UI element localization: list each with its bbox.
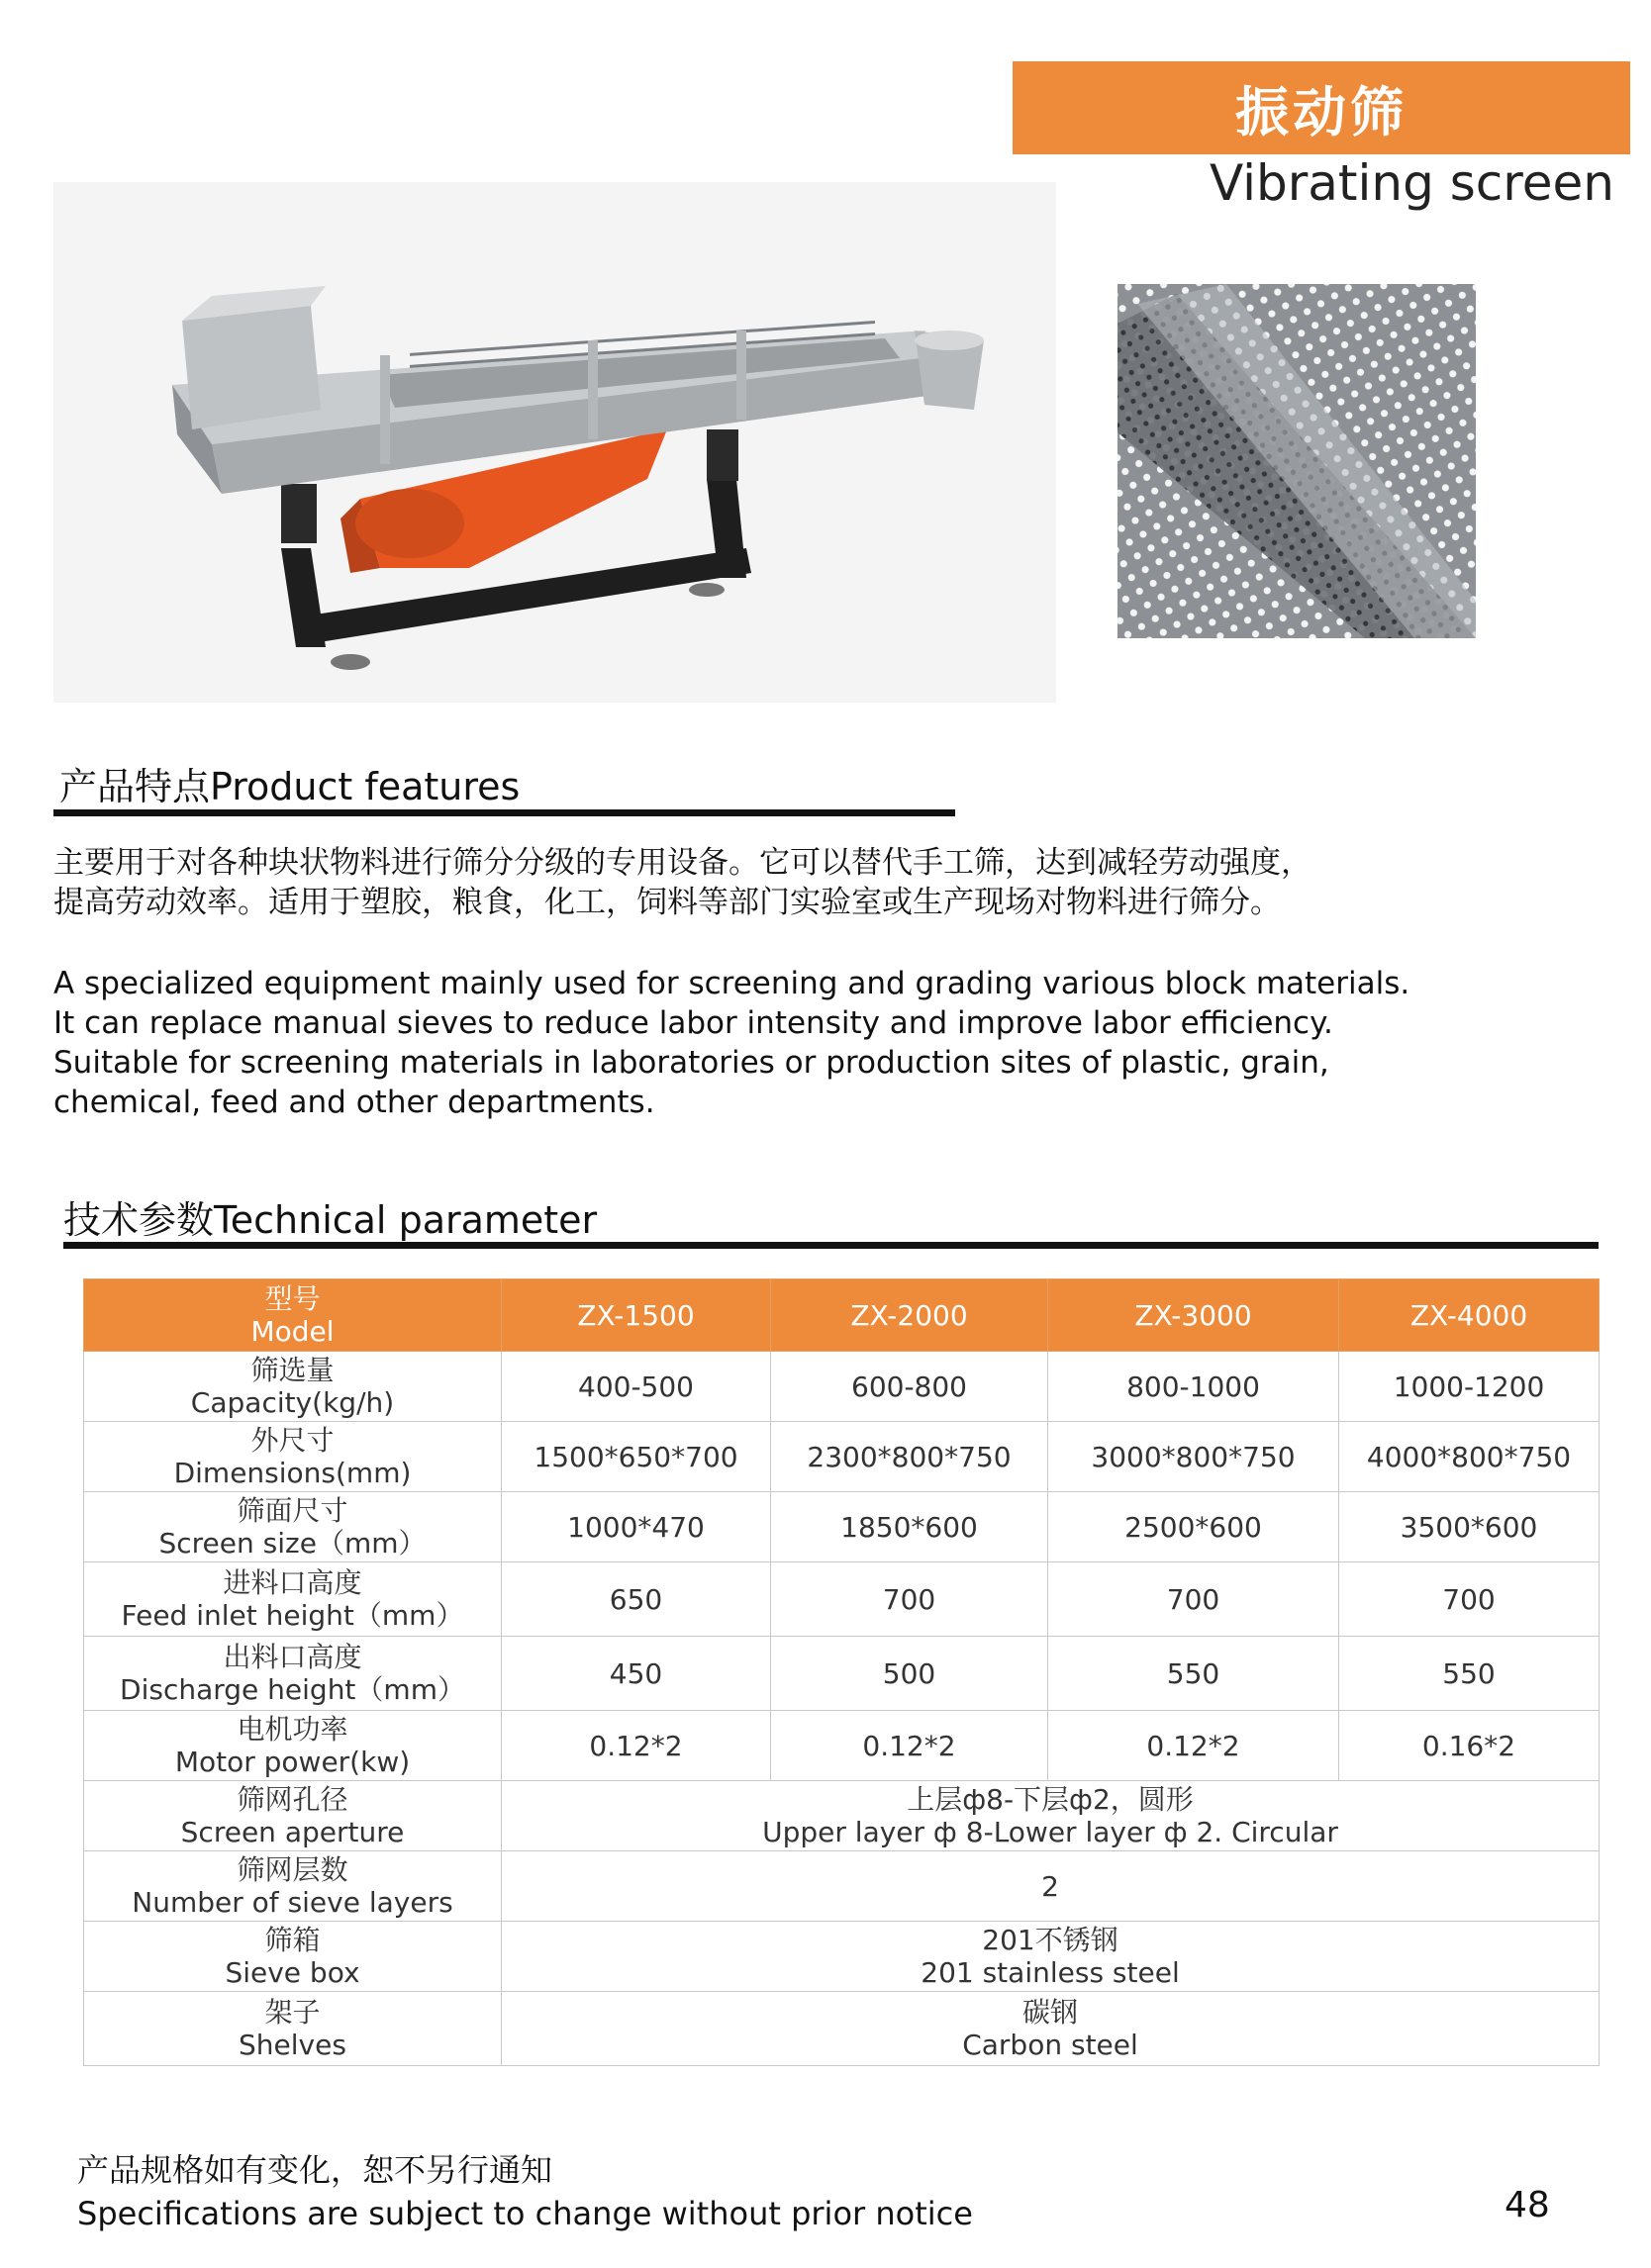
merged-value-cell: [502, 1922, 1600, 1992]
label-zh: 筛面尺寸: [237, 1494, 348, 1527]
label-zh: 筛网层数: [237, 1853, 348, 1886]
merged-value-cell: [502, 1851, 1600, 1922]
value-zh: 上层ф8-下层ф2，圆形: [907, 1783, 1194, 1816]
table-row: [84, 1711, 1600, 1781]
label-en: Dimensions(mm): [173, 1457, 412, 1489]
value-cell: 3000*800*750: [1048, 1422, 1339, 1492]
value-cell: 700: [1339, 1562, 1600, 1637]
spec-table: [83, 1278, 1600, 2066]
features-rule: [53, 809, 955, 816]
value-cell: 0.16*2: [1339, 1711, 1600, 1781]
label-zh: 外尺寸: [250, 1424, 335, 1457]
label-en: Model: [250, 1315, 335, 1348]
row-label: [84, 1922, 502, 1992]
value-cell: 1000-1200: [1339, 1352, 1600, 1422]
label-zh: 进料口高度: [223, 1566, 362, 1599]
spec-header-row: [84, 1279, 1600, 1352]
row-label: [84, 1637, 502, 1711]
header-model-label: [84, 1279, 502, 1352]
label-en: Capacity(kg/h): [190, 1386, 395, 1419]
vibrating-screen-illustration: [53, 182, 1056, 703]
value-zh: 碳钢: [1021, 1996, 1078, 2029]
value-cell: 2500*600: [1048, 1492, 1339, 1562]
footer-notice-zh: 产品规格如有变化，恕不另行通知: [77, 2151, 553, 2189]
features-en-line: A specialized equipment mainly used for screening and grading various block materials.: [53, 966, 1410, 1001]
features-en-line: It can replace manual sieves to reduce labor intensity and improve labor efficiency.: [53, 1005, 1333, 1041]
features-heading: 产品特点Product features: [59, 765, 521, 808]
value-zh: 201不锈钢: [982, 1924, 1118, 1956]
table-row: [84, 1637, 1600, 1711]
row-label: [84, 1422, 502, 1492]
value-cell: 2300*800*750: [771, 1422, 1048, 1492]
value-cell: 550: [1048, 1637, 1339, 1711]
table-row: [84, 1562, 1600, 1637]
value-cell: 1500*650*700: [502, 1422, 771, 1492]
row-label: [84, 1562, 502, 1637]
label-en: Motor power(kw): [174, 1746, 411, 1778]
table-row: [84, 1922, 1600, 1992]
value-cell: 0.12*2: [771, 1711, 1048, 1781]
table-row: [84, 1992, 1600, 2066]
value-cell: 0.12*2: [1048, 1711, 1339, 1781]
value-cell: 3500*600: [1339, 1492, 1600, 1562]
features-en-line: chemical, feed and other departments.: [53, 1085, 655, 1120]
value-cell: 600-800: [771, 1352, 1048, 1422]
value-cell: 500: [771, 1637, 1048, 1711]
row-label: [84, 1711, 502, 1781]
value-cell: 700: [771, 1562, 1048, 1637]
value-cell: 1000*470: [502, 1492, 771, 1562]
row-label: [84, 1851, 502, 1922]
title-banner: [1013, 61, 1630, 154]
row-label: [84, 1352, 502, 1422]
label-en: Feed inlet height（mm）: [121, 1599, 464, 1632]
value-cell: 700: [1048, 1562, 1339, 1637]
page-number: 48: [1505, 2185, 1550, 2225]
label-en: Sieve box: [225, 1956, 360, 1989]
label-zh: 筛网孔径: [237, 1783, 348, 1816]
label-en: Discharge height（mm）: [120, 1673, 465, 1706]
value-en: Carbon steel: [962, 2029, 1138, 2061]
label-en: Number of sieve layers: [132, 1886, 453, 1919]
label-zh: 筛选量: [250, 1354, 335, 1386]
label-en: Shelves: [239, 2029, 346, 2061]
value-cell: 0.12*2: [502, 1711, 771, 1781]
label-zh: 筛箱: [264, 1924, 321, 1956]
label-zh: 架子: [264, 1996, 321, 2029]
value-en: 2: [1041, 1869, 1059, 1903]
mesh-detail-photo: [1117, 284, 1476, 638]
value-cell: 800-1000: [1048, 1352, 1339, 1422]
features-zh: [53, 843, 1439, 922]
model-cell: ZX-1500: [502, 1279, 771, 1352]
row-label: [84, 1992, 502, 2066]
technical-heading: 技术参数Technical parameter: [63, 1198, 598, 1242]
merged-value-cell: [502, 1992, 1600, 2066]
label-zh: 电机功率: [237, 1713, 348, 1746]
table-row: [84, 1352, 1600, 1422]
product-photo: [53, 182, 1056, 703]
value-cell: 550: [1339, 1637, 1600, 1711]
features-en: [53, 964, 1439, 1122]
merged-value-cell: [502, 1781, 1600, 1851]
value-cell: 450: [502, 1637, 771, 1711]
footer-notice-en: Specifications are subject to change without prior notice: [77, 2195, 973, 2232]
label-zh: 出料口高度: [223, 1641, 362, 1673]
row-label: [84, 1492, 502, 1562]
label-en: Screen aperture: [180, 1816, 405, 1848]
value-cell: 400-500: [502, 1352, 771, 1422]
value-cell: 4000*800*750: [1339, 1422, 1600, 1492]
features-en-line: Suitable for screening materials in laboratories or production sites of plastic, grain,: [53, 1045, 1329, 1081]
table-row: [84, 1492, 1600, 1562]
features-zh-line: 主要用于对各种块状物料进行筛分分级的专用设备。它可以替代手工筛，达到减轻劳动强度，: [53, 845, 1311, 881]
label-en: Screen size（mm）: [158, 1527, 427, 1559]
perforated-mesh-illustration: [1117, 284, 1476, 638]
table-row: [84, 1851, 1600, 1922]
label-zh: 型号: [264, 1282, 321, 1315]
table-row: [84, 1781, 1600, 1851]
table-row: [84, 1422, 1600, 1492]
value-cell: 1850*600: [771, 1492, 1048, 1562]
technical-rule: [63, 1242, 1599, 1249]
value-cell: 650: [502, 1562, 771, 1637]
value-en: Upper layer ф 8-Lower layer ф 2. Circular: [762, 1816, 1338, 1848]
value-en: 201 stainless steel: [921, 1956, 1180, 1989]
features-zh-line: 提高劳动效率。适用于塑胶，粮食，化工，饲料等部门实验室或生产现场对物料进行筛分。: [53, 885, 1281, 920]
title-zh: 振动筛: [1235, 80, 1408, 143]
model-cell: ZX-2000: [771, 1279, 1048, 1352]
model-cell: ZX-3000: [1048, 1279, 1339, 1352]
model-cell: ZX-4000: [1339, 1279, 1600, 1352]
row-label: [84, 1781, 502, 1851]
title-en: Vibrating screen: [1210, 154, 1614, 212]
